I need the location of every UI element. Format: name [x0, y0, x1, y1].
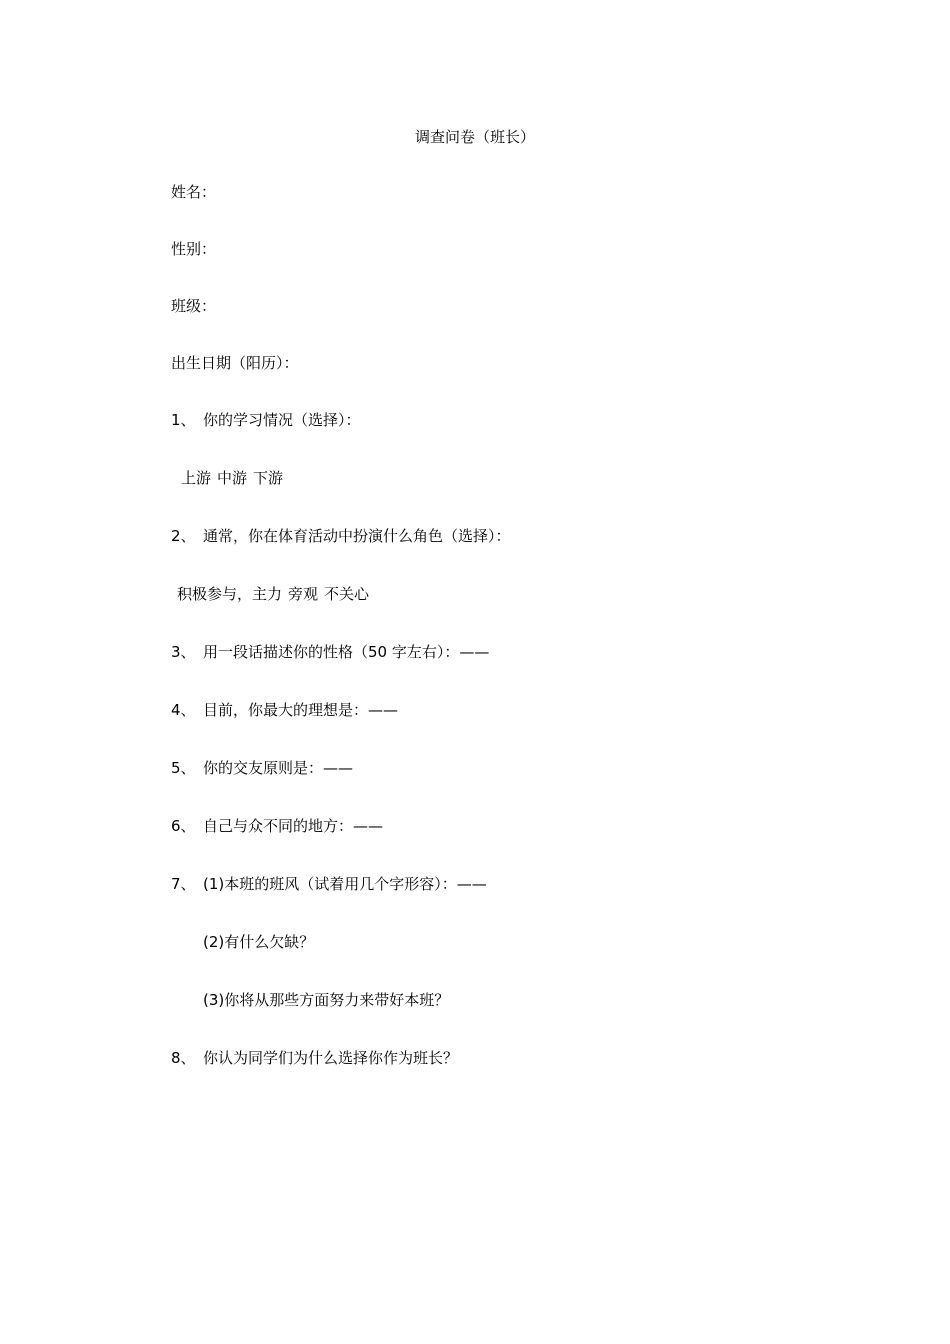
question-number: 2、 — [171, 527, 196, 545]
question-7 — [171, 873, 487, 895]
question-text: 你的学习情况（选择）： — [203, 411, 361, 429]
question-7-sub-2: (2)有什么欠缺？ — [203, 933, 315, 951]
question-number: 6、 — [171, 817, 196, 835]
question-number: 8、 — [171, 1049, 196, 1067]
question-number: 7、 — [171, 875, 196, 893]
question-7-sub-3: (3)你将从那些方面努力来带好本班？ — [203, 991, 450, 1009]
question-text: 目前，你最大的理想是：—— — [203, 701, 399, 719]
option-watch: 旁观 — [288, 585, 319, 603]
question-2 — [171, 525, 511, 547]
question-2-options — [177, 583, 375, 605]
option-active: 积极参与，主力 — [177, 585, 283, 603]
option-upper: 上游 — [181, 469, 212, 487]
question-number: 3、 — [171, 643, 196, 661]
field-birthday: 出生日期（阳历）： — [171, 354, 299, 372]
question-text: 用一段话描述你的性格（50 字左右）：—— — [203, 643, 490, 661]
question-text: (1)本班的班风（试着用几个字形容）：—— — [203, 875, 487, 893]
question-3 — [171, 641, 489, 663]
question-text: 通常，你在体育活动中扮演什么角色（选择）： — [203, 527, 511, 545]
question-1-options — [181, 467, 289, 489]
field-class: 班级： — [171, 297, 217, 315]
question-5 — [171, 757, 353, 779]
page-title: 调查问卷（班长） — [414, 128, 535, 146]
question-4 — [171, 699, 398, 721]
question-number: 5、 — [171, 759, 196, 777]
field-name: 姓名： — [171, 183, 217, 201]
field-gender: 性别： — [171, 240, 217, 258]
question-text: 自己与众不同的地方：—— — [203, 817, 384, 835]
question-number: 1、 — [171, 411, 196, 429]
option-lower: 下游 — [253, 469, 284, 487]
question-text: 你的交友原则是：—— — [203, 759, 354, 777]
question-8 — [171, 1047, 458, 1069]
option-middle: 中游 — [217, 469, 248, 487]
question-6 — [171, 815, 383, 837]
question-1 — [171, 409, 361, 431]
question-text: 你认为同学们为什么选择你作为班长？ — [203, 1049, 459, 1067]
question-number: 4、 — [171, 701, 196, 719]
option-indifferent: 不关心 — [324, 585, 370, 603]
